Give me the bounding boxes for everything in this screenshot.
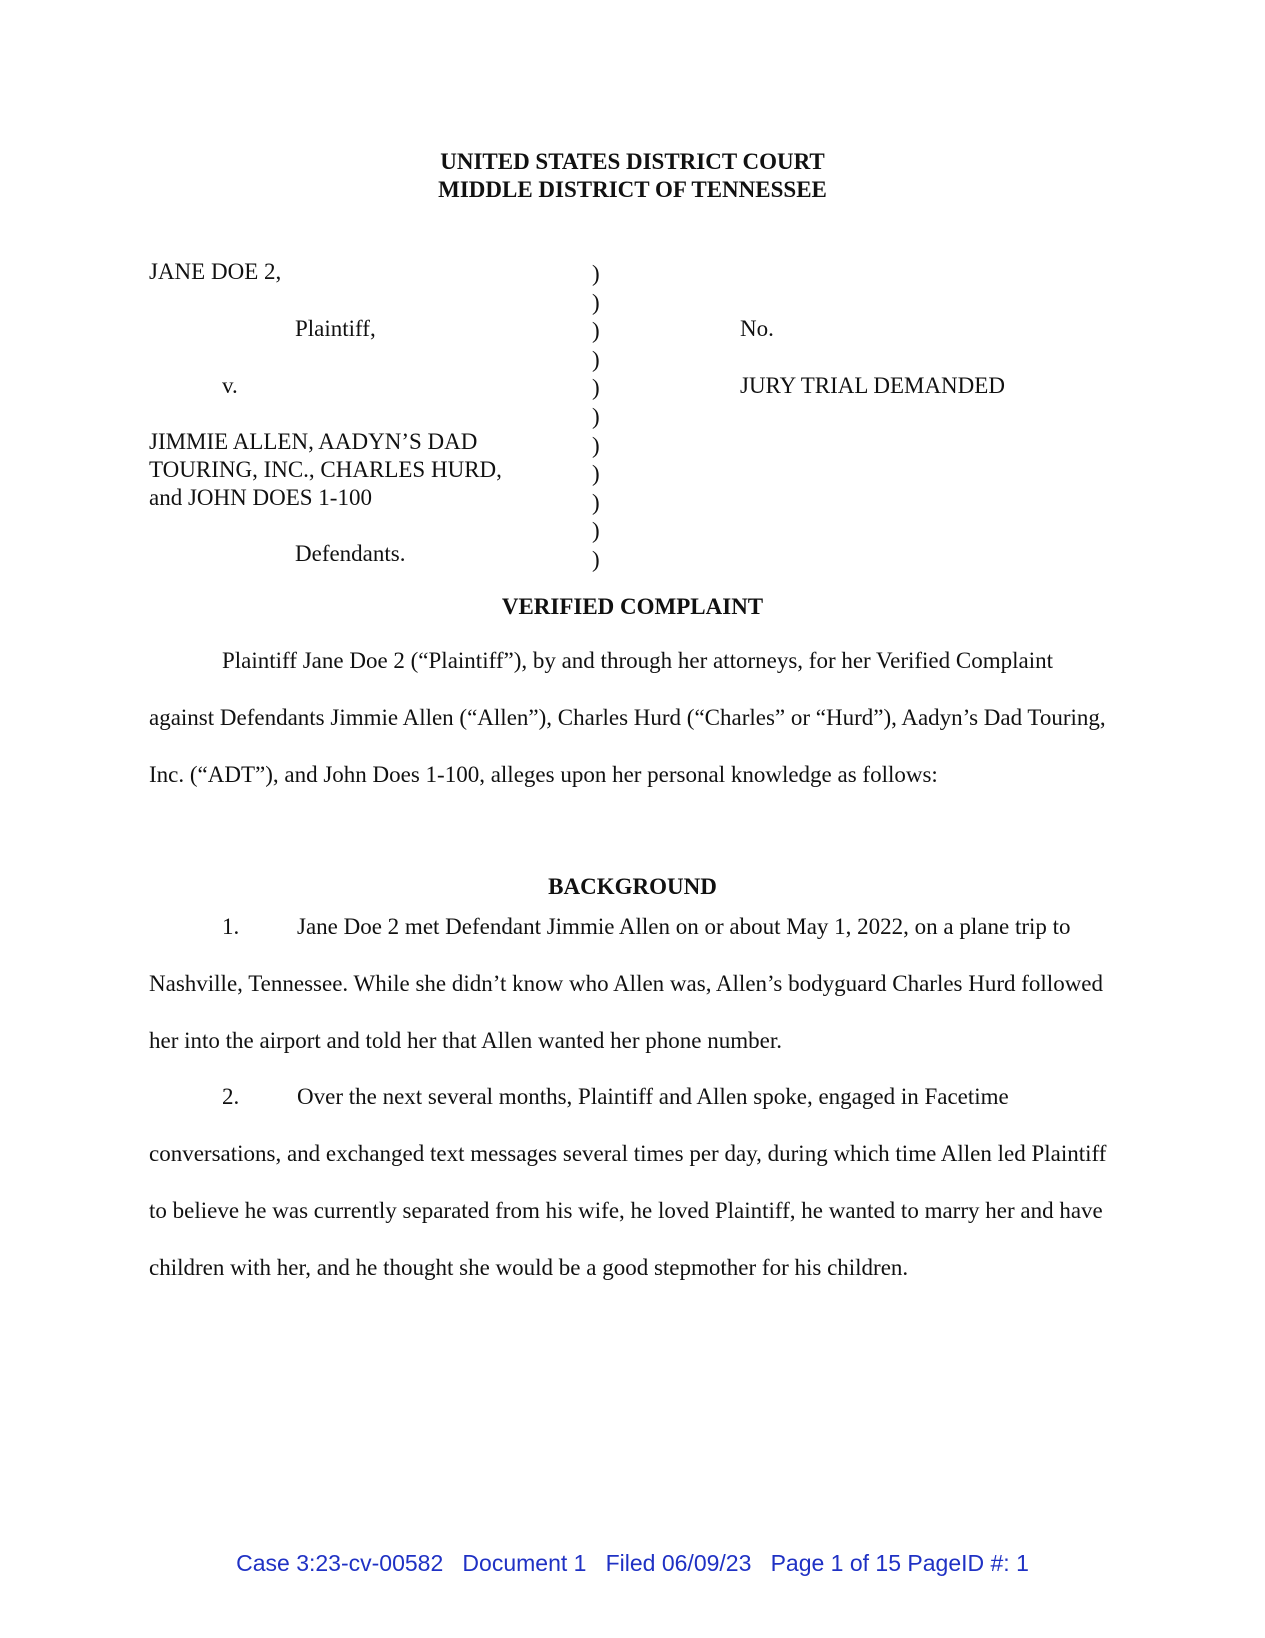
filing-footer (0, 1550, 1265, 1577)
defendants-line-2: TOURING, INC., CHARLES HURD, (149, 457, 502, 482)
paren-line: ) (592, 461, 600, 487)
defendants-line-1: JIMMIE ALLEN, AADYN’S DAD (149, 429, 478, 454)
footer-case: Case 3:23-cv-00582 (236, 1550, 444, 1576)
court-district: MIDDLE DISTRICT OF TENNESSEE (438, 177, 827, 202)
court-name: UNITED STATES DISTRICT COURT (440, 149, 825, 174)
paren-line: ) (592, 546, 600, 572)
paren-line: ) (592, 489, 600, 515)
paren-line: ) (592, 518, 600, 544)
paragraph-text: Over the next several months, Plaintiff and Allen spoke, engaged in Facetime conversations, and exchanged text messages several times per day, during which time Allen led Plaintiff to believe he was currently separated from his wife, he loved Plaintiff, he wanted to marry her and have children with her, and he thought she would be a good stepmother for his children. (149, 1084, 1107, 1280)
background-heading: BACKGROUND (548, 874, 717, 899)
paren-line: ) (592, 375, 600, 401)
paragraph-1 (149, 898, 1119, 1069)
paren-line: ) (592, 261, 600, 286)
paren-line: ) (592, 403, 600, 429)
paren-line: ) (592, 432, 600, 458)
paragraph-text: Jane Doe 2 met Defendant Jimmie Allen on or about May 1, 2022, on a plane trip to Nashville, Tennessee. While she didn’t know who Allen was, Allen’s bodyguard Charles Hurd followed her into the airport and told her that Allen wanted her phone number. (149, 914, 1104, 1053)
paragraph-2 (149, 1068, 1119, 1296)
footer-page: Page 1 of 15 PageID #: 1 (770, 1550, 1029, 1576)
caption-parentheses (592, 260, 600, 575)
paren-line: ) (592, 318, 600, 344)
intro-paragraph: Plaintiff Jane Doe 2 (“Plaintiff”), by and through her attorneys, for her Verified Complaint against Defendants Jimmie Allen (“Allen”), Charles Hurd (“Charles” or “Hurd”), Aadyn’s Dad Touring, Inc. (“ADT”), and John Does 1-100, alleges upon her personal knowledge as follows: (149, 648, 1106, 787)
paren-line: ) (592, 289, 600, 315)
court-heading (0, 148, 1265, 204)
plaintiff-role: Plaintiff, (295, 316, 376, 341)
defendants-role: Defendants. (295, 541, 406, 566)
footer-document: Document 1 (462, 1550, 587, 1576)
plaintiff-name: JANE DOE 2, (149, 259, 282, 284)
defendants-line-3: and JOHN DOES 1-100 (149, 485, 372, 510)
versus: v. (222, 373, 238, 398)
footer-filed: Filed 06/09/23 (605, 1550, 752, 1576)
paren-line: ) (592, 346, 600, 372)
document-title: VERIFIED COMPLAINT (501, 594, 764, 619)
jury-trial-demand: JURY TRIAL DEMANDED (740, 373, 1005, 398)
paragraph-number: 2. (222, 1084, 240, 1109)
paragraph-number: 1. (222, 914, 240, 939)
case-number-label: No. (740, 316, 774, 341)
